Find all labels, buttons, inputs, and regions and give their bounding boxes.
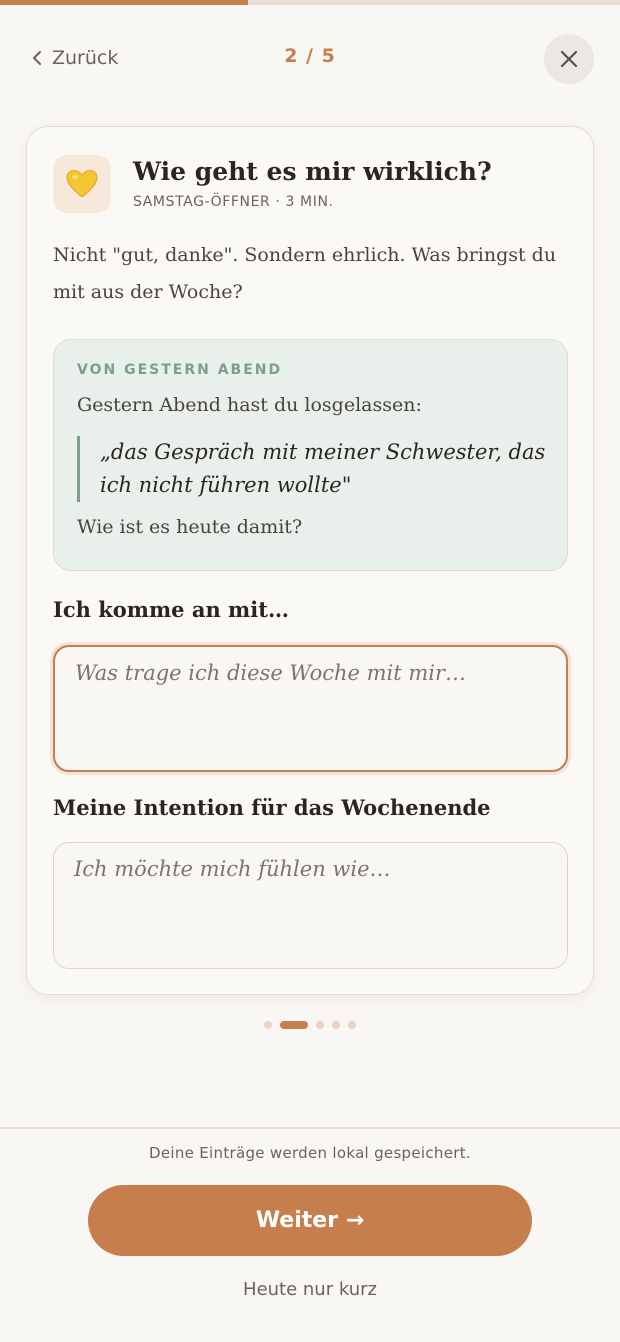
close-button[interactable]	[544, 34, 594, 84]
recall-label: VON GESTERN ABEND	[77, 362, 283, 378]
exercise-card	[26, 126, 594, 995]
short-today-link[interactable]: Heute nur kurz	[243, 1279, 377, 1300]
card-title: Wie geht es mir wirklich?	[133, 157, 492, 186]
card-icon-tile	[53, 155, 111, 213]
recall-intro: Gestern Abend hast du losgelassen:	[77, 394, 422, 416]
yellow-heart-icon	[66, 169, 98, 199]
pagination-dot	[332, 1021, 340, 1029]
yesterday-recall-box	[53, 339, 568, 571]
intention-field-label: Meine Intention für das Wochenende	[53, 795, 491, 820]
top-bar	[0, 32, 620, 84]
pagination-dot-active	[280, 1021, 308, 1029]
pagination-dot	[316, 1021, 324, 1029]
next-button[interactable]: Weiter →	[88, 1185, 532, 1256]
step-counter: 2 / 5	[284, 45, 336, 67]
progress-bar	[0, 0, 620, 5]
card-intro-text: Nicht "gut, danke". Sondern ehrlich. Was bringst du mit aus der Woche?	[53, 244, 557, 303]
progress-bar-fill	[0, 0, 248, 5]
recall-question: Wie ist es heute damit?	[77, 516, 303, 538]
save-note: Deine Einträge werden lokal gespeichert.	[149, 1144, 471, 1162]
pagination-dot	[264, 1021, 272, 1029]
back-button-label: Zurück	[52, 47, 119, 69]
card-subtitle: SAMSTAG-ÖFFNER · 3 MIN.	[133, 194, 334, 210]
pagination-dots	[0, 1020, 620, 1030]
arrival-field-label: Ich komme an mit…	[53, 597, 289, 622]
pagination-dot	[348, 1021, 356, 1029]
arrival-input[interactable]	[53, 645, 568, 772]
intention-input[interactable]	[53, 842, 568, 969]
recall-quote: „das Gespräch mit meiner Schwester, das ich nicht führen wollte"	[77, 436, 547, 502]
footer-divider	[0, 1127, 620, 1129]
close-icon	[560, 50, 578, 68]
